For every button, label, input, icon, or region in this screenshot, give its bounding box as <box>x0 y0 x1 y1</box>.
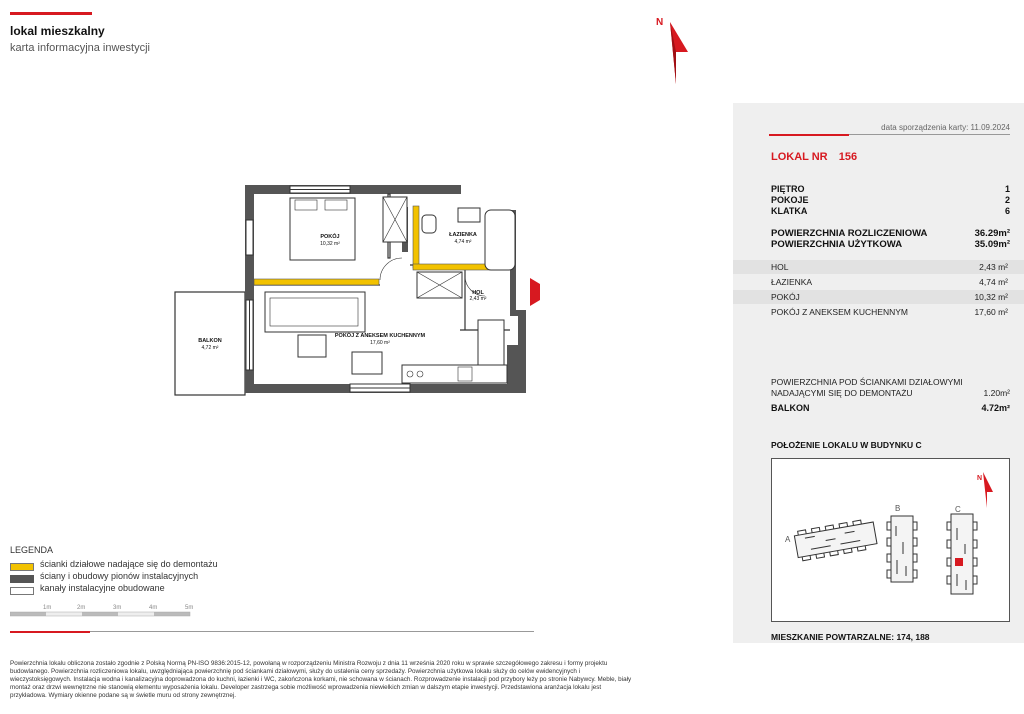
room-row: POKÓJ Z ANEKSEM KUCHENNYM 17,60 m² <box>771 307 1008 317</box>
legend-item: kanały instalacyjne obudowane <box>40 583 165 593</box>
svg-text:3m: 3m <box>113 605 122 611</box>
svg-text:17,60 m²: 17,60 m² <box>370 340 390 346</box>
legend-swatch-walls <box>10 575 34 583</box>
partition-value: 1.20m² <box>983 388 1010 398</box>
svg-text:HOL: HOL <box>472 290 484 296</box>
svg-text:4,74 m²: 4,74 m² <box>454 239 472 245</box>
svg-text:2,43 m²: 2,43 m² <box>469 296 487 302</box>
date-text: data sporządzenia karty: 11.09.2024 <box>881 123 1010 132</box>
room-row: ŁAZIENKA 4,74 m² <box>771 277 1008 287</box>
svg-text:10,32 m²: 10,32 m² <box>320 241 340 247</box>
compass-letter: N <box>656 17 664 28</box>
floor-plan <box>170 180 550 405</box>
area-row: POWIERZCHNIA UŻYTKOWA 35.09m² <box>771 239 1010 250</box>
unit-number: 156 <box>838 151 858 163</box>
balcony-row: BALKON 4.72m² <box>771 403 1010 413</box>
building-label-b: B <box>895 504 901 513</box>
svg-text:4,72 m²: 4,72 m² <box>201 345 219 351</box>
bottom-accent-bar <box>10 631 90 633</box>
svg-text:5m: 5m <box>185 605 194 611</box>
room-row: POKÓJ 10,32 m² <box>733 290 1024 304</box>
svg-text:POKÓJ Z ANEKSEM KUCHENNYM: POKÓJ Z ANEKSEM KUCHENNYM <box>334 333 426 339</box>
unit-location-marker <box>955 558 963 566</box>
info-row: POKOJE 2 <box>771 195 1010 205</box>
compass-icon <box>652 12 692 88</box>
unit-label: LOKAL NR <box>771 151 828 163</box>
unit-title <box>771 151 857 163</box>
svg-text:1m: 1m <box>43 605 52 611</box>
page-title: lokal mieszkalny <box>10 24 105 38</box>
panel-accent-bar <box>769 134 849 136</box>
partition-line1: POWIERZCHNIA POD ŚCIANKAMI DZIAŁOWYMI <box>771 377 963 387</box>
svg-text:POKÓJ: POKÓJ <box>320 234 340 240</box>
repeat-units: MIESZKANIE POWTARZALNE: 174, 188 <box>771 632 930 642</box>
legend-item: ścianki działowe nadające się do demontażu <box>40 559 218 569</box>
header-accent-bar <box>10 12 92 15</box>
legend-swatch-channels <box>10 587 34 595</box>
legend-item: ściany i obudowy pionów instalacyjnych <box>40 571 199 581</box>
svg-text:ŁAZIENKA: ŁAZIENKA <box>449 232 477 238</box>
room-row: HOL 2,43 m² <box>733 260 1024 274</box>
footer-note: Powierzchnia lokalu obliczona zostało zgodnie z Polską Normą PN-ISO 9836:2015-12, powołaną w rozporządzeniu Ministra Rozwoju z dnia 11 września 2020 roku w sprawie szczegółowego zakresu i formy projektu budowlanego. Powierzchnia rozliczeniowa lokalu, uwzględniająca powierzchnię pod ściankami działowymi, służy do ustalenia ceny sprzedaży. Powierzchnia użytkowa lokalu służy do celów ewidencyjnych i wieczystoksięgowych. Instalacja wodna i kanalizacyjna doprowadzona do kuchni, łazienki i WC, zakończona korkami, nie schowana w ścianach. Rozprowadzenie instalacji pod przybory leży po stronie Nabywcy. Meble, biały montaż oraz drzwi wewnętrzne nie stanowią elementu wyposażenia lokalu. Developer zastrzega sobie możliwość wprowadzenia niewielkich zmian w dalszym etapie inwestycji. Przedstawiona aranżacja lokalu jest przykładowa. Wymiary okienne podane są w świetle muru od strony zewnętrznej. <box>10 660 632 699</box>
building-label-a: A <box>785 535 791 544</box>
info-row: KLATKA 6 <box>771 206 1010 216</box>
location-map <box>771 458 1010 622</box>
partition-line2: NADAJĄCYMI SIĘ DO DEMONTAŻU <box>771 388 913 398</box>
svg-text:BALKON: BALKON <box>198 338 222 344</box>
location-title: POŁOŻENIE LOKALU W BUDYNKU C <box>771 440 922 450</box>
svg-text:N: N <box>977 475 983 482</box>
legend-title: LEGENDA <box>10 545 54 555</box>
building-label-c: C <box>955 505 961 514</box>
svg-text:2m: 2m <box>77 605 86 611</box>
area-row: POWIERZCHNIA ROZLICZENIOWA 36.29m² <box>771 228 1010 239</box>
scale-bar <box>10 602 210 620</box>
svg-text:4m: 4m <box>149 605 158 611</box>
legend-swatch-demountable <box>10 563 34 571</box>
page-subtitle: karta informacyjna inwestycji <box>10 42 150 54</box>
info-row: PIĘTRO 1 <box>771 184 1010 194</box>
